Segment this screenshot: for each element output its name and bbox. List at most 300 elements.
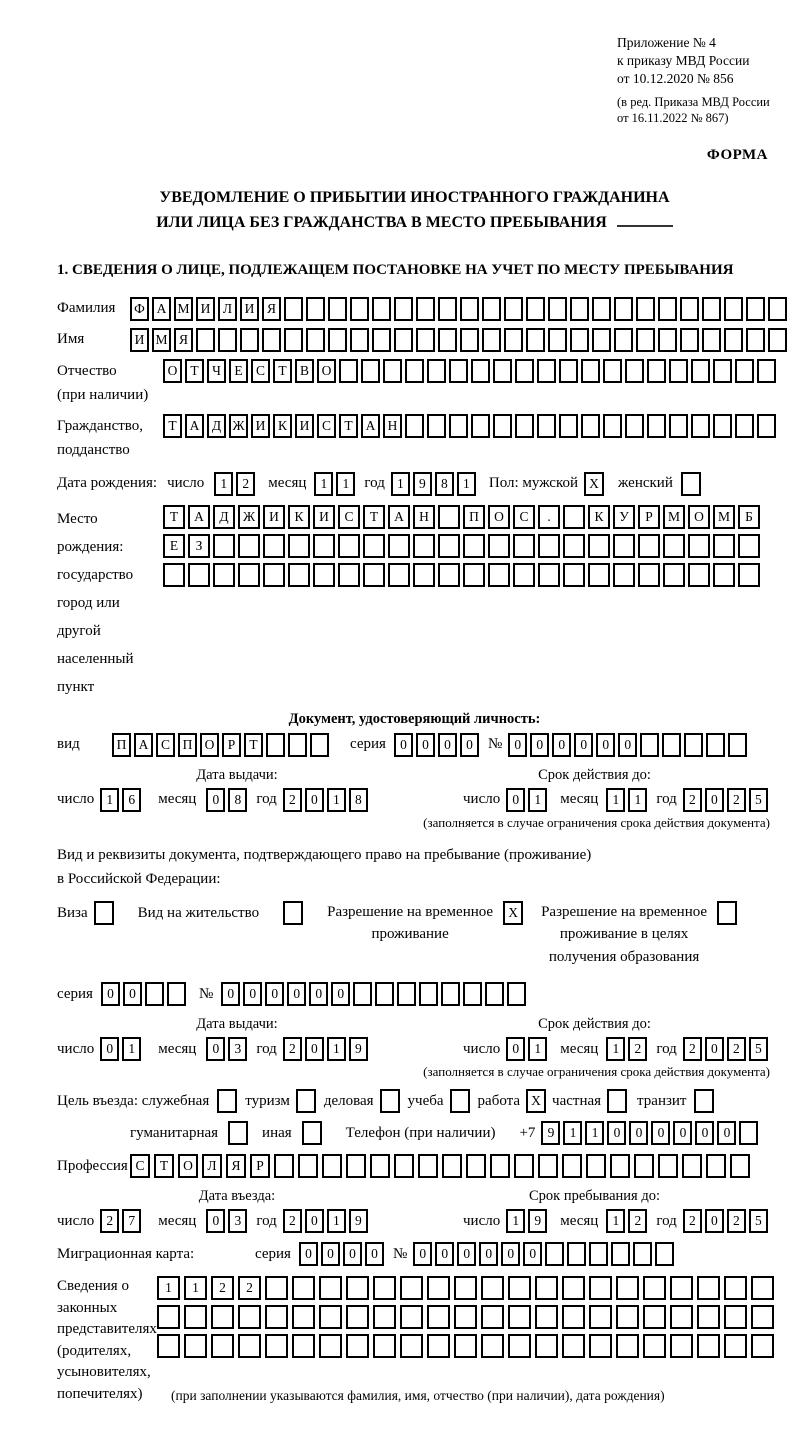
form-cell[interactable]: Ф <box>130 297 149 321</box>
form-cell[interactable] <box>625 359 644 383</box>
form-cell[interactable] <box>288 563 310 587</box>
form-cell[interactable]: И <box>263 505 285 529</box>
form-cell[interactable]: 2 <box>236 472 255 496</box>
form-cell[interactable]: М <box>152 328 171 352</box>
form-cell[interactable]: 0 <box>416 733 435 757</box>
form-cell[interactable] <box>454 1276 477 1300</box>
form-cell[interactable] <box>427 1305 450 1329</box>
form-cell[interactable] <box>313 534 335 558</box>
form-cell[interactable] <box>614 297 633 321</box>
form-cell[interactable] <box>482 328 501 352</box>
form-cell[interactable] <box>655 1242 674 1266</box>
form-cell[interactable]: 0 <box>100 1037 119 1061</box>
form-cell[interactable] <box>419 982 438 1006</box>
form-cell[interactable]: 0 <box>206 1209 225 1233</box>
form-cell[interactable] <box>388 563 410 587</box>
form-cell[interactable] <box>570 297 589 321</box>
form-cell[interactable] <box>188 563 210 587</box>
form-cell[interactable]: 1 <box>528 788 547 812</box>
form-cell[interactable] <box>616 1305 639 1329</box>
form-cell[interactable]: 0 <box>305 1209 324 1233</box>
form-cell[interactable] <box>663 563 685 587</box>
form-cell[interactable]: 0 <box>394 733 413 757</box>
form-cell[interactable] <box>581 414 600 438</box>
form-cell[interactable] <box>373 1305 396 1329</box>
purpose-study-checkbox[interactable] <box>450 1089 470 1113</box>
form-cell[interactable] <box>481 1276 504 1300</box>
form-cell[interactable] <box>338 534 360 558</box>
form-cell[interactable] <box>563 563 585 587</box>
form-cell[interactable]: 1 <box>457 472 476 496</box>
form-cell[interactable]: 7 <box>122 1209 141 1233</box>
form-cell[interactable]: 3 <box>228 1209 247 1233</box>
form-cell[interactable] <box>658 297 677 321</box>
temp-residence-checkbox[interactable]: X <box>503 901 523 925</box>
form-cell[interactable] <box>588 534 610 558</box>
form-cell[interactable] <box>167 982 186 1006</box>
form-cell[interactable]: К <box>288 505 310 529</box>
form-cell[interactable] <box>265 1334 288 1358</box>
form-cell[interactable] <box>463 534 485 558</box>
form-cell[interactable] <box>738 563 760 587</box>
form-cell[interactable] <box>545 1242 564 1266</box>
form-cell[interactable] <box>184 1305 207 1329</box>
form-cell[interactable] <box>262 328 281 352</box>
form-cell[interactable]: Т <box>273 359 292 383</box>
form-cell[interactable]: Р <box>638 505 660 529</box>
form-cell[interactable]: О <box>688 505 710 529</box>
form-cell[interactable]: 0 <box>705 1209 724 1233</box>
form-cell[interactable] <box>493 414 512 438</box>
form-cell[interactable] <box>643 1276 666 1300</box>
form-cell[interactable] <box>538 534 560 558</box>
form-cell[interactable]: Л <box>218 297 237 321</box>
form-cell[interactable] <box>738 534 760 558</box>
form-cell[interactable] <box>363 534 385 558</box>
residence-permit-checkbox[interactable] <box>283 901 303 925</box>
form-cell[interactable]: 0 <box>457 1242 476 1266</box>
form-cell[interactable]: 0 <box>596 733 615 757</box>
form-cell[interactable] <box>405 359 424 383</box>
form-cell[interactable]: 6 <box>122 788 141 812</box>
form-cell[interactable] <box>454 1334 477 1358</box>
form-cell[interactable] <box>746 328 765 352</box>
form-cell[interactable] <box>592 328 611 352</box>
form-cell[interactable]: 0 <box>206 1037 225 1061</box>
form-cell[interactable] <box>508 1334 531 1358</box>
form-cell[interactable] <box>292 1334 315 1358</box>
purpose-work-checkbox[interactable]: X <box>526 1089 546 1113</box>
form-cell[interactable] <box>614 328 633 352</box>
form-cell[interactable] <box>702 297 721 321</box>
form-cell[interactable] <box>562 1334 585 1358</box>
form-cell[interactable]: 8 <box>228 788 247 812</box>
form-cell[interactable] <box>485 982 504 1006</box>
form-cell[interactable]: 0 <box>618 733 637 757</box>
form-cell[interactable]: А <box>388 505 410 529</box>
form-cell[interactable] <box>586 1154 606 1178</box>
form-cell[interactable]: А <box>134 733 153 757</box>
form-cell[interactable] <box>603 414 622 438</box>
form-cell[interactable] <box>350 297 369 321</box>
purpose-private-checkbox[interactable] <box>607 1089 627 1113</box>
form-cell[interactable] <box>266 733 285 757</box>
form-cell[interactable] <box>535 1276 558 1300</box>
form-cell[interactable] <box>702 328 721 352</box>
form-cell[interactable]: 2 <box>727 788 746 812</box>
form-cell[interactable]: 0 <box>265 982 284 1006</box>
form-cell[interactable] <box>515 414 534 438</box>
form-cell[interactable] <box>548 328 567 352</box>
form-cell[interactable] <box>213 534 235 558</box>
form-cell[interactable]: 1 <box>628 788 647 812</box>
form-cell[interactable] <box>416 297 435 321</box>
form-cell[interactable]: 0 <box>523 1242 542 1266</box>
form-cell[interactable]: 1 <box>122 1037 141 1061</box>
form-cell[interactable] <box>616 1334 639 1358</box>
form-cell[interactable] <box>658 328 677 352</box>
form-cell[interactable] <box>413 534 435 558</box>
form-cell[interactable] <box>383 359 402 383</box>
form-cell[interactable] <box>570 328 589 352</box>
form-cell[interactable] <box>688 563 710 587</box>
form-cell[interactable] <box>643 1334 666 1358</box>
form-cell[interactable]: Я <box>262 297 281 321</box>
form-cell[interactable] <box>388 534 410 558</box>
form-cell[interactable] <box>157 1305 180 1329</box>
form-cell[interactable]: 0 <box>221 982 240 1006</box>
form-cell[interactable]: О <box>317 359 336 383</box>
form-cell[interactable]: И <box>240 297 259 321</box>
form-cell[interactable] <box>567 1242 586 1266</box>
form-cell[interactable] <box>284 297 303 321</box>
form-cell[interactable]: Р <box>250 1154 270 1178</box>
form-cell[interactable] <box>636 328 655 352</box>
form-cell[interactable] <box>449 414 468 438</box>
form-cell[interactable] <box>526 297 545 321</box>
form-cell[interactable] <box>298 1154 318 1178</box>
form-cell[interactable] <box>724 1276 747 1300</box>
form-cell[interactable] <box>460 297 479 321</box>
form-cell[interactable]: 0 <box>101 982 120 1006</box>
form-cell[interactable] <box>442 1154 462 1178</box>
form-cell[interactable]: 0 <box>309 982 328 1006</box>
form-cell[interactable] <box>322 1154 342 1178</box>
form-cell[interactable]: А <box>185 414 204 438</box>
form-cell[interactable] <box>713 534 735 558</box>
form-cell[interactable] <box>610 1154 630 1178</box>
form-cell[interactable] <box>538 1154 558 1178</box>
form-cell[interactable]: 1 <box>563 1121 582 1145</box>
form-cell[interactable] <box>643 1305 666 1329</box>
form-cell[interactable] <box>373 1276 396 1300</box>
form-cell[interactable] <box>735 414 754 438</box>
form-cell[interactable] <box>353 982 372 1006</box>
form-cell[interactable]: Д <box>213 505 235 529</box>
form-cell[interactable] <box>559 359 578 383</box>
form-cell[interactable] <box>757 414 776 438</box>
form-cell[interactable] <box>526 328 545 352</box>
form-cell[interactable]: И <box>130 328 149 352</box>
form-cell[interactable]: А <box>361 414 380 438</box>
form-cell[interactable] <box>504 297 523 321</box>
purpose-transit-checkbox[interactable] <box>694 1089 714 1113</box>
form-cell[interactable] <box>157 1334 180 1358</box>
form-cell[interactable] <box>616 1276 639 1300</box>
form-cell[interactable]: 3 <box>228 1037 247 1061</box>
form-cell[interactable]: 1 <box>528 1037 547 1061</box>
form-cell[interactable]: Е <box>229 359 248 383</box>
form-cell[interactable] <box>589 1334 612 1358</box>
form-cell[interactable]: 9 <box>413 472 432 496</box>
form-cell[interactable] <box>706 1154 726 1178</box>
form-cell[interactable] <box>562 1276 585 1300</box>
form-cell[interactable] <box>613 563 635 587</box>
form-cell[interactable] <box>372 328 391 352</box>
form-cell[interactable]: 0 <box>460 733 479 757</box>
form-cell[interactable]: М <box>663 505 685 529</box>
form-cell[interactable] <box>728 733 747 757</box>
form-cell[interactable]: 1 <box>606 788 625 812</box>
form-cell[interactable] <box>508 1305 531 1329</box>
form-cell[interactable]: О <box>488 505 510 529</box>
form-cell[interactable] <box>313 563 335 587</box>
form-cell[interactable]: З <box>188 534 210 558</box>
form-cell[interactable] <box>589 1305 612 1329</box>
form-cell[interactable] <box>563 534 585 558</box>
form-cell[interactable]: Т <box>363 505 385 529</box>
form-cell[interactable] <box>751 1305 774 1329</box>
form-cell[interactable]: 1 <box>327 788 346 812</box>
form-cell[interactable] <box>265 1276 288 1300</box>
form-cell[interactable] <box>449 359 468 383</box>
form-cell[interactable] <box>691 414 710 438</box>
form-cell[interactable] <box>706 733 725 757</box>
form-cell[interactable] <box>288 733 307 757</box>
form-cell[interactable] <box>724 1334 747 1358</box>
form-cell[interactable]: 2 <box>283 788 302 812</box>
form-cell[interactable] <box>211 1305 234 1329</box>
form-cell[interactable]: 1 <box>506 1209 525 1233</box>
form-cell[interactable] <box>213 563 235 587</box>
form-cell[interactable] <box>418 1154 438 1178</box>
form-cell[interactable] <box>697 1305 720 1329</box>
form-cell[interactable]: 0 <box>574 733 593 757</box>
form-cell[interactable]: 8 <box>349 788 368 812</box>
form-cell[interactable]: 1 <box>314 472 333 496</box>
form-cell[interactable] <box>514 1154 534 1178</box>
form-cell[interactable] <box>488 563 510 587</box>
form-cell[interactable]: О <box>163 359 182 383</box>
form-cell[interactable] <box>346 1305 369 1329</box>
form-cell[interactable]: Ч <box>207 359 226 383</box>
form-cell[interactable] <box>724 297 743 321</box>
form-cell[interactable] <box>460 328 479 352</box>
form-cell[interactable] <box>394 328 413 352</box>
form-cell[interactable] <box>625 414 644 438</box>
form-cell[interactable] <box>613 534 635 558</box>
form-cell[interactable] <box>441 982 460 1006</box>
purpose-business-checkbox[interactable] <box>380 1089 400 1113</box>
form-cell[interactable] <box>746 297 765 321</box>
form-cell[interactable]: И <box>313 505 335 529</box>
form-cell[interactable]: Л <box>202 1154 222 1178</box>
form-cell[interactable] <box>310 733 329 757</box>
form-cell[interactable] <box>292 1276 315 1300</box>
form-cell[interactable]: 2 <box>727 1209 746 1233</box>
form-cell[interactable]: Р <box>222 733 241 757</box>
form-cell[interactable] <box>375 982 394 1006</box>
form-cell[interactable]: 0 <box>673 1121 692 1145</box>
form-cell[interactable] <box>680 328 699 352</box>
form-cell[interactable] <box>538 563 560 587</box>
form-cell[interactable] <box>471 414 490 438</box>
form-cell[interactable] <box>535 1334 558 1358</box>
form-cell[interactable]: 0 <box>343 1242 362 1266</box>
form-cell[interactable]: 2 <box>628 1037 647 1061</box>
form-cell[interactable]: 1 <box>157 1276 180 1300</box>
form-cell[interactable]: 0 <box>629 1121 648 1145</box>
form-cell[interactable]: 0 <box>705 1037 724 1061</box>
form-cell[interactable] <box>482 297 501 321</box>
form-cell[interactable]: Ж <box>238 505 260 529</box>
form-cell[interactable] <box>284 328 303 352</box>
form-cell[interactable] <box>697 1334 720 1358</box>
form-cell[interactable]: 0 <box>331 982 350 1006</box>
form-cell[interactable] <box>488 534 510 558</box>
form-cell[interactable]: 0 <box>479 1242 498 1266</box>
form-cell[interactable] <box>670 1305 693 1329</box>
form-cell[interactable]: 2 <box>683 788 702 812</box>
form-cell[interactable] <box>394 1154 414 1178</box>
form-cell[interactable]: В <box>295 359 314 383</box>
form-cell[interactable]: У <box>613 505 635 529</box>
form-cell[interactable] <box>466 1154 486 1178</box>
form-cell[interactable]: С <box>513 505 535 529</box>
form-cell[interactable]: 0 <box>299 1242 318 1266</box>
form-cell[interactable]: 1 <box>184 1276 207 1300</box>
form-cell[interactable] <box>265 1305 288 1329</box>
form-cell[interactable] <box>669 359 688 383</box>
form-cell[interactable] <box>363 563 385 587</box>
form-cell[interactable] <box>454 1305 477 1329</box>
form-cell[interactable] <box>589 1242 608 1266</box>
form-cell[interactable] <box>339 359 358 383</box>
form-cell[interactable]: И <box>196 297 215 321</box>
form-cell[interactable]: О <box>178 1154 198 1178</box>
form-cell[interactable]: 1 <box>100 788 119 812</box>
form-cell[interactable]: А <box>188 505 210 529</box>
sex-male-checkbox[interactable]: X <box>584 472 604 496</box>
form-cell[interactable]: 1 <box>327 1209 346 1233</box>
form-cell[interactable]: 0 <box>438 733 457 757</box>
form-cell[interactable] <box>563 505 585 529</box>
form-cell[interactable] <box>684 733 703 757</box>
form-cell[interactable] <box>427 1276 450 1300</box>
form-cell[interactable] <box>537 414 556 438</box>
form-cell[interactable]: С <box>317 414 336 438</box>
form-cell[interactable]: Я <box>174 328 193 352</box>
form-cell[interactable] <box>238 1334 261 1358</box>
form-cell[interactable] <box>513 563 535 587</box>
form-cell[interactable]: 9 <box>541 1121 560 1145</box>
form-cell[interactable] <box>508 1276 531 1300</box>
form-cell[interactable]: 2 <box>100 1209 119 1233</box>
form-cell[interactable] <box>481 1305 504 1329</box>
form-cell[interactable]: 0 <box>321 1242 340 1266</box>
form-cell[interactable]: 1 <box>606 1037 625 1061</box>
form-cell[interactable] <box>481 1334 504 1358</box>
form-cell[interactable] <box>592 297 611 321</box>
form-cell[interactable]: 0 <box>243 982 262 1006</box>
form-cell[interactable] <box>319 1334 342 1358</box>
form-cell[interactable] <box>427 1334 450 1358</box>
form-cell[interactable] <box>647 359 666 383</box>
form-cell[interactable]: 0 <box>123 982 142 1006</box>
form-cell[interactable] <box>768 328 787 352</box>
form-cell[interactable]: К <box>588 505 610 529</box>
form-cell[interactable] <box>691 359 710 383</box>
form-cell[interactable] <box>537 359 556 383</box>
form-cell[interactable] <box>240 328 259 352</box>
form-cell[interactable]: А <box>152 297 171 321</box>
form-cell[interactable] <box>669 414 688 438</box>
sex-female-checkbox[interactable] <box>681 472 701 496</box>
form-cell[interactable] <box>319 1276 342 1300</box>
form-cell[interactable]: 2 <box>238 1276 261 1300</box>
form-cell[interactable] <box>611 1242 630 1266</box>
form-cell[interactable]: 0 <box>705 788 724 812</box>
form-cell[interactable] <box>463 563 485 587</box>
form-cell[interactable]: Н <box>383 414 402 438</box>
form-cell[interactable]: С <box>338 505 360 529</box>
form-cell[interactable]: 5 <box>749 1209 768 1233</box>
form-cell[interactable] <box>471 359 490 383</box>
form-cell[interactable]: Т <box>185 359 204 383</box>
form-cell[interactable] <box>562 1305 585 1329</box>
form-cell[interactable] <box>724 1305 747 1329</box>
form-cell[interactable]: . <box>538 505 560 529</box>
form-cell[interactable] <box>405 414 424 438</box>
form-cell[interactable] <box>658 1154 678 1178</box>
form-cell[interactable] <box>688 534 710 558</box>
form-cell[interactable] <box>697 1276 720 1300</box>
form-cell[interactable] <box>397 982 416 1006</box>
form-cell[interactable]: Т <box>339 414 358 438</box>
form-cell[interactable] <box>373 1334 396 1358</box>
form-cell[interactable] <box>328 328 347 352</box>
form-cell[interactable] <box>663 534 685 558</box>
form-cell[interactable] <box>438 534 460 558</box>
form-cell[interactable] <box>670 1276 693 1300</box>
form-cell[interactable] <box>713 414 732 438</box>
form-cell[interactable] <box>735 359 754 383</box>
form-cell[interactable] <box>328 297 347 321</box>
form-cell[interactable] <box>438 297 457 321</box>
purpose-tourism-checkbox[interactable] <box>296 1089 316 1113</box>
form-cell[interactable]: 0 <box>305 788 324 812</box>
form-cell[interactable] <box>145 982 164 1006</box>
form-cell[interactable]: 0 <box>530 733 549 757</box>
form-cell[interactable] <box>400 1305 423 1329</box>
form-cell[interactable] <box>589 1276 612 1300</box>
form-cell[interactable] <box>548 297 567 321</box>
form-cell[interactable] <box>751 1334 774 1358</box>
form-cell[interactable] <box>163 563 185 587</box>
form-cell[interactable] <box>662 733 681 757</box>
form-cell[interactable]: Т <box>163 414 182 438</box>
form-cell[interactable] <box>490 1154 510 1178</box>
